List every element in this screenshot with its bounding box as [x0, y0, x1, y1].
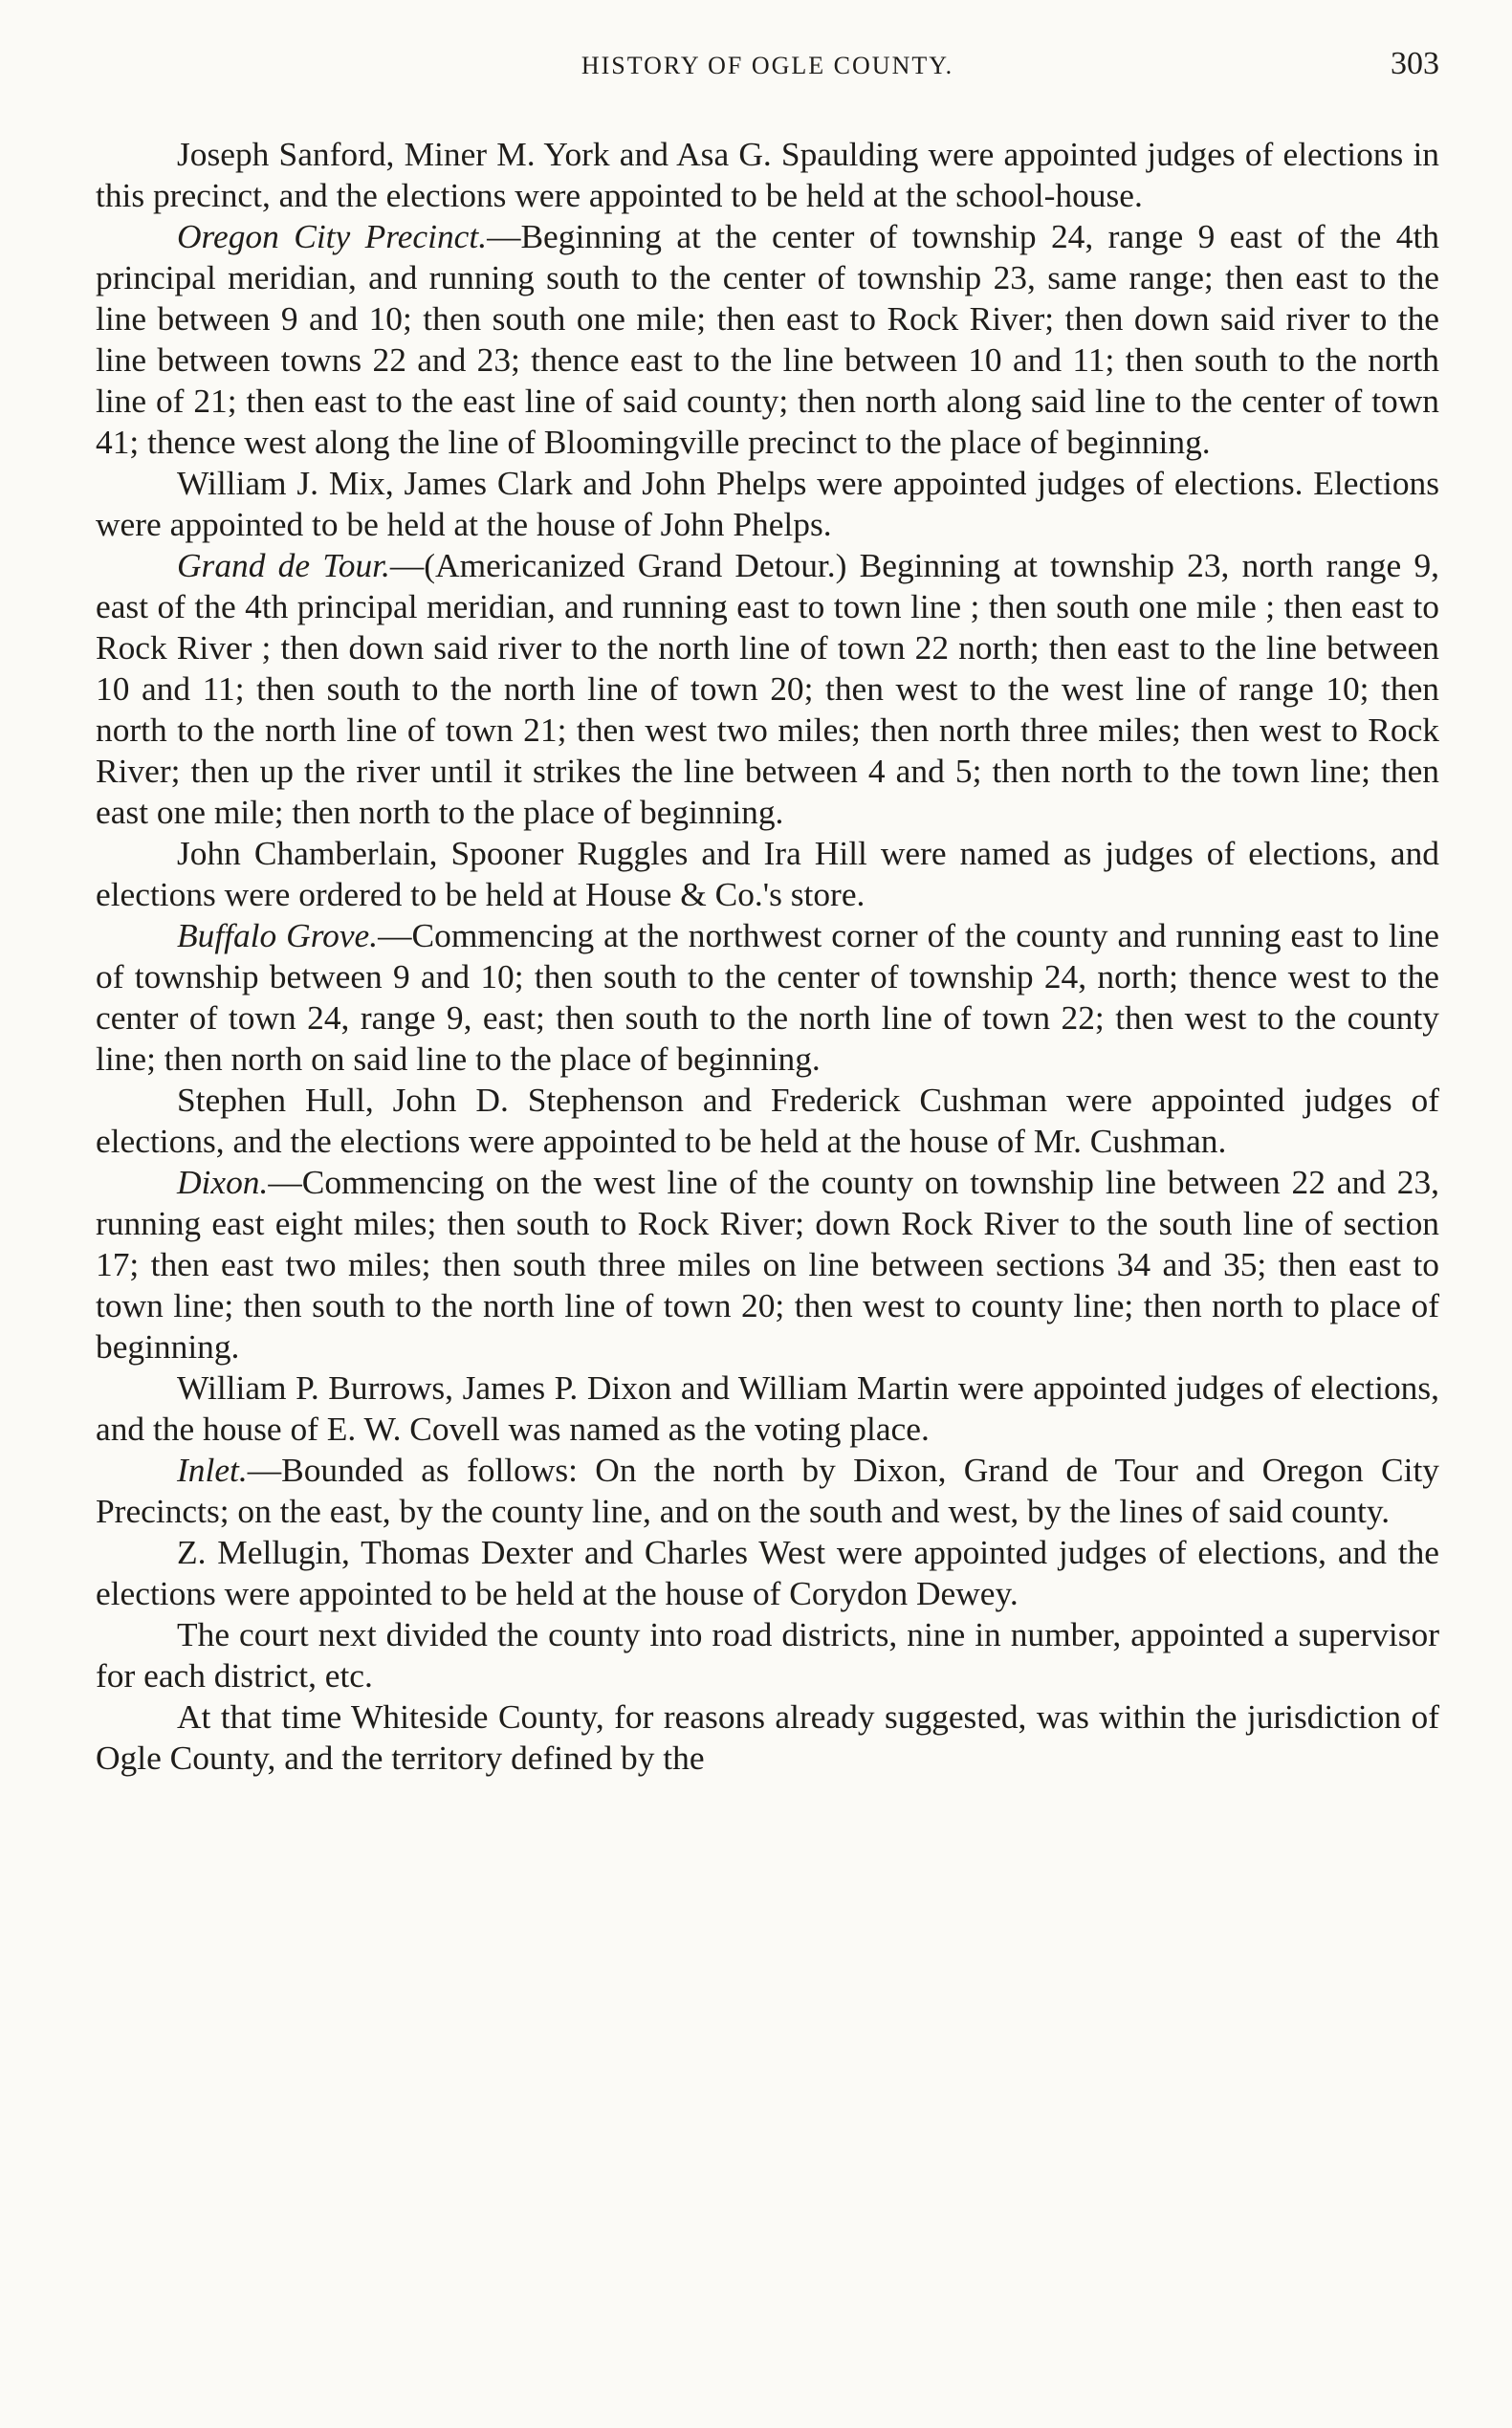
book-page — [96, 46, 1439, 1779]
paragraph-12 — [96, 1614, 1439, 1696]
paragraph-3 — [96, 463, 1439, 545]
paragraph-4-text: —(Americanized Grand Detour.) Beginning at township 23, north range 9, east of the 4th principal meridian, and running east to town line ; then south one mile ; then east to Rock River ; then down said river to the north line of town 22 north; then east to the line between 10 and 11; then south to the north line of town 20; then west to the west line of range 10; then north to the north line of town 21; then west two miles; then north three miles; then west to Rock River; then up the river until it strikes the line between 4 and 5; then north to the town line; then east one mile; then north to the place of beginning. — [96, 546, 1439, 831]
paragraph-11-text: Z. Mellugin, Thomas Dexter and Charles West were appointed judges of elections, and the elections were appointed to be held at the house of Corydon Dewey. — [96, 1533, 1439, 1612]
paragraph-6-text: —Commencing at the northwest corner of the county and running east to line of township between 9 and 10; then south to the center of township 24, north; thence west to the center of town 24, range 9, east; then south to the north line of town 22; then west to the county line; then north on said line to the place of beginning. — [96, 916, 1439, 1078]
running-head — [96, 46, 1439, 92]
body-text — [96, 134, 1439, 1779]
paragraph-13-text: At that time Whiteside County, for reasons already suggested, was within the jurisdiction of Ogle County, and the territory defined by the — [96, 1697, 1439, 1777]
paragraph-7 — [96, 1080, 1439, 1162]
paragraph-1-text: Joseph Sanford, Miner M. York and Asa G. Spaulding were appointed judges of elections in this precinct, and the elections were appointed to be held at the school-house. — [96, 135, 1439, 214]
paragraph-3-text: William J. Mix, James Clark and John Phelps were appointed judges of elections. Elections were appointed to be held at the house of John Phelps. — [96, 464, 1439, 543]
paragraph-8-lead: Dixon. — [177, 1163, 269, 1201]
paragraph-10-lead: Inlet. — [177, 1451, 248, 1489]
paragraph-8 — [96, 1162, 1439, 1367]
paragraph-7-text: Stephen Hull, John D. Stephenson and Frederick Cushman were appointed judges of elections, and the elections were appointed to be held at the house of Mr. Cushman. — [96, 1081, 1439, 1160]
paragraph-1 — [96, 134, 1439, 216]
paragraph-10 — [96, 1450, 1439, 1532]
paragraph-9-text: William P. Burrows, James P. Dixon and William Martin were appointed judges of elections, and the house of E. W. Covell was named as the voting place. — [96, 1368, 1439, 1448]
paragraph-2 — [96, 216, 1439, 463]
paragraph-12-text: The court next divided the county into road districts, nine in number, appointed a supervisor for each district, etc. — [96, 1615, 1439, 1695]
paragraph-4-lead: Grand de Tour. — [177, 546, 390, 584]
paragraph-13 — [96, 1696, 1439, 1779]
paragraph-2-lead: Oregon City Precinct. — [177, 217, 488, 255]
paragraph-4 — [96, 545, 1439, 833]
paragraph-6-lead: Buffalo Grove. — [177, 916, 379, 954]
paragraph-2-text: —Beginning at the center of township 24, range 9 east of the 4th principal meridian, and running south to the center of township 23, same range; then east to the line between 9 and 10; then south one mile; then east to Rock River; then down said river to the line between towns 22 and 23; thence east to the line between 10 and 11; then south to the north line of 21; then east to the east line of said county; then north along said line to the center of town 41; thence west along the line of Bloomingville precinct to the place of beginning. — [96, 217, 1439, 461]
paragraph-11 — [96, 1532, 1439, 1614]
paragraph-8-text: —Commencing on the west line of the county on township line between 22 and 23, running east eight miles; then south to Rock River; down Rock River to the south line of section 17; then east two miles; then south three miles on line between sections 34 and 35; then east to town line; then south to the north line of town 20; then west to county line; then north to place of beginning. — [96, 1163, 1439, 1366]
paragraph-10-text: —Bounded as follows: On the north by Dixon, Grand de Tour and Oregon City Precincts; on the east, by the county line, and on the south and west, by the lines of said county. — [96, 1451, 1439, 1530]
page-number: 303 — [1391, 46, 1439, 81]
paragraph-5-text: John Chamberlain, Spooner Ruggles and Ira Hill were named as judges of elections, and elections were ordered to be held at House & Co.'s store. — [96, 834, 1439, 913]
paragraph-5 — [96, 833, 1439, 915]
paragraph-9 — [96, 1367, 1439, 1450]
paragraph-6 — [96, 915, 1439, 1080]
running-title: HISTORY OF OGLE COUNTY. — [581, 52, 954, 79]
